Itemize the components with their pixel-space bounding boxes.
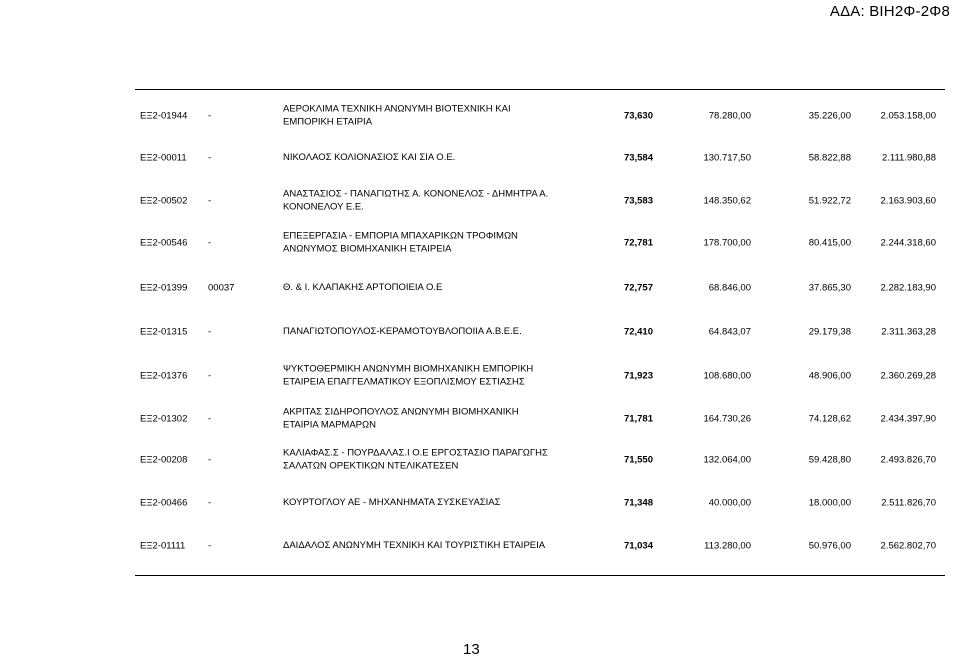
page-number: 13: [463, 641, 480, 658]
row-score: 71,348: [623, 497, 653, 509]
row-amount-b: 80.415,00: [808, 237, 851, 249]
row-amount-a: 113.280,00: [704, 540, 751, 552]
row-score: 71,034: [623, 540, 653, 552]
row-amount-b: 74.128,62: [808, 413, 851, 425]
row-amount-c: 2.163.903,60: [880, 195, 936, 207]
row-score: 73,584: [623, 152, 653, 164]
row-amount-c: 2.434.397,90: [880, 413, 936, 425]
row-name: ΝΙΚΟΛΑΟΣ ΚΟΛΙΟΝΑΣΙΟΣ ΚΑΙ ΣΙΑ Ο.Ε.: [283, 151, 456, 163]
row-amount-c: 2.282.183,90: [880, 282, 936, 294]
row-score: 72,410: [623, 326, 653, 338]
row-code: ΕΞ2-00466: [140, 497, 188, 509]
row-id: -: [208, 326, 212, 338]
row-amount-a: 164.730,26: [703, 413, 751, 425]
row-id: -: [208, 497, 212, 509]
row-name: ΕΠΕΞΕΡΓΑΣΙΑ - ΕΜΠΟΡΙΑ ΜΠΑΧΑΡΙΚΩΝ ΤΡΟΦΙΜΩΝ ΑΝΩΝΥΜΟΣ ΒΙΟΜΗΧΑΝΙΚΗ ΕΤΑΙΡΕΙΑ: [283, 230, 518, 254]
row-code: ΕΞ2-00546: [140, 237, 188, 249]
row-code: ΕΞ2-01376: [140, 370, 188, 382]
row-id: -: [208, 370, 212, 382]
row-amount-b: 51.922,72: [808, 195, 851, 207]
row-amount-b: 58.822,88: [808, 152, 851, 164]
row-score: 71,550: [623, 454, 653, 466]
row-name: ΚΟΥΡΤΟΓΛΟΥ ΑΕ - ΜΗΧΑΝΗΜΑΤΑ ΣΥΣΚΕΥΑΣΙΑΣ: [283, 496, 501, 508]
row-amount-b: 48.906,00: [808, 370, 851, 382]
row-name: Θ. & Ι. ΚΛΑΠΑΚΗΣ ΑΡΤΟΠΟΙΕΙΑ Ο.Ε: [283, 281, 443, 293]
table-row: [135, 94, 945, 138]
row-score: 71,923: [623, 370, 653, 382]
table-row: [135, 136, 945, 180]
table-row: [135, 397, 945, 441]
table-row: [135, 524, 945, 568]
row-id: -: [208, 237, 212, 249]
row-amount-a: 148.350,62: [703, 195, 751, 207]
row-score: 72,781: [623, 237, 653, 249]
ada-header: ΑΔΑ: ΒΙΗ2Φ-2Φ8: [829, 3, 950, 20]
row-amount-b: 37.865,30: [808, 282, 851, 294]
table-row: [135, 179, 945, 223]
row-amount-b: 35.226,00: [808, 110, 851, 122]
row-amount-b: 50.976,00: [808, 540, 851, 552]
row-amount-b: 18.000,00: [808, 497, 851, 509]
row-score: 73,630: [623, 110, 653, 122]
row-amount-a: 130.717,50: [703, 152, 751, 164]
row-amount-c: 2.511.826,70: [881, 497, 936, 509]
results-table: [135, 89, 945, 576]
row-name: ΠΑΝΑΓΙΩΤΟΠΟΥΛΟΣ-ΚΕΡΑΜΟΤΟΥΒΛΟΠΟΙΙΑ Α.Β.Ε.Ε.: [283, 325, 522, 337]
row-amount-b: 29.179,38: [808, 326, 851, 338]
row-code: ΕΞ2-01399: [140, 282, 188, 294]
row-code: ΕΞ2-00208: [140, 454, 188, 466]
table-row: [135, 266, 945, 310]
row-amount-a: 78.280,00: [708, 110, 751, 122]
row-name: ΑΝΑΣΤΑΣΙΟΣ - ΠΑΝΑΓΙΩΤΗΣ Α. ΚΟΝΟΝΕΛΟΣ - ΔΗΜΗΤΡΑ Α. ΚΟΝΟΝΕΛΟΥ Ε.Ε.: [283, 188, 549, 212]
table-row: [135, 438, 945, 482]
row-id: -: [208, 454, 212, 466]
row-amount-a: 132.064,00: [703, 454, 751, 466]
row-code: ΕΞ2-01944: [140, 110, 188, 122]
row-id: -: [208, 540, 212, 552]
row-amount-c: 2.053.158,00: [880, 110, 936, 122]
row-amount-c: 2.111.980,88: [881, 152, 936, 164]
row-score: 73,583: [623, 195, 653, 207]
row-score: 71,781: [623, 413, 653, 425]
row-amount-a: 108.680,00: [703, 370, 751, 382]
row-amount-a: 40.000,00: [708, 497, 751, 509]
row-code: ΕΞ2-00502: [140, 195, 188, 207]
table-row: [135, 481, 945, 525]
table-row: [135, 221, 945, 265]
row-amount-c: 2.562.802,70: [880, 540, 936, 552]
row-name: ΚΑΛΙΑΦΑΣ.Σ - ΠΟΥΡΔΑΛΑΣ.Ι Ο.Ε ΕΡΓΟΣΤΑΣΙΟ ΠΑΡΑΓΩΓΗΣ ΣΑΛΑΤΩΝ ΟΡΕΚΤΙΚΩΝ ΝΤΕΛΙΚΑΤΕΣΕΝ: [283, 447, 548, 471]
row-amount-c: 2.360.269,28: [880, 370, 936, 382]
row-code: ΕΞ2-01302: [140, 413, 188, 425]
row-amount-a: 64.843,07: [708, 326, 751, 338]
row-amount-c: 2.493.826,70: [880, 454, 936, 466]
row-code: ΕΞ2-01111: [140, 540, 186, 552]
row-id: -: [208, 413, 212, 425]
row-score: 72,757: [623, 282, 653, 294]
row-name: ΨΥΚΤΟΘΕΡΜΙΚΗ ΑΝΩΝΥΜΗ ΒΙΟΜΗΧΑΝΙΚΗ ΕΜΠΟΡΙΚΗ ΕΤΑΙΡΕΙΑ ΕΠΑΓΓΕΛΜΑΤΙΚΟΥ ΕΞΟΠΛΙΣΜΟΥ ΕΣΤΙΑΣΗΣ: [283, 363, 534, 387]
table-row: [135, 354, 945, 398]
row-name: ΑΕΡΟΚΛΙΜΑ ΤΕΧΝΙΚΗ ΑΝΩΝΥΜΗ ΒΙΟΤΕΧΝΙΚΗ ΚΑΙ ΕΜΠΟΡΙΚΗ ΕΤΑΙΡΙΑ: [283, 103, 511, 127]
row-id: -: [208, 195, 212, 207]
row-code: ΕΞ2-01315: [140, 326, 188, 338]
row-code: ΕΞ2-00011: [140, 152, 187, 164]
row-id: -: [208, 110, 212, 122]
row-amount-c: 2.311.363,28: [881, 326, 936, 338]
table-row: [135, 310, 945, 354]
row-name: ΑΚΡΙΤΑΣ ΣΙΔΗΡΟΠΟΥΛΟΣ ΑΝΩΝΥΜΗ ΒΙΟΜΗΧΑΝΙΚΗ ΕΤΑΙΡΙΑ ΜΑΡΜΑΡΩΝ: [283, 406, 519, 430]
row-amount-b: 59.428,80: [808, 454, 851, 466]
row-amount-c: 2.244.318,60: [880, 237, 936, 249]
row-amount-a: 68.846,00: [708, 282, 751, 294]
row-name: ΔΑΙΔΑΛΟΣ ΑΝΩΝΥΜΗ ΤΕΧΝΙΚΗ ΚΑΙ ΤΟΥΡΙΣΤΙΚΗ ΕΤΑΙΡΕΙΑ: [283, 539, 546, 551]
row-id: -: [208, 152, 212, 164]
row-amount-a: 178.700,00: [703, 237, 751, 249]
row-id: 00037: [208, 282, 235, 294]
